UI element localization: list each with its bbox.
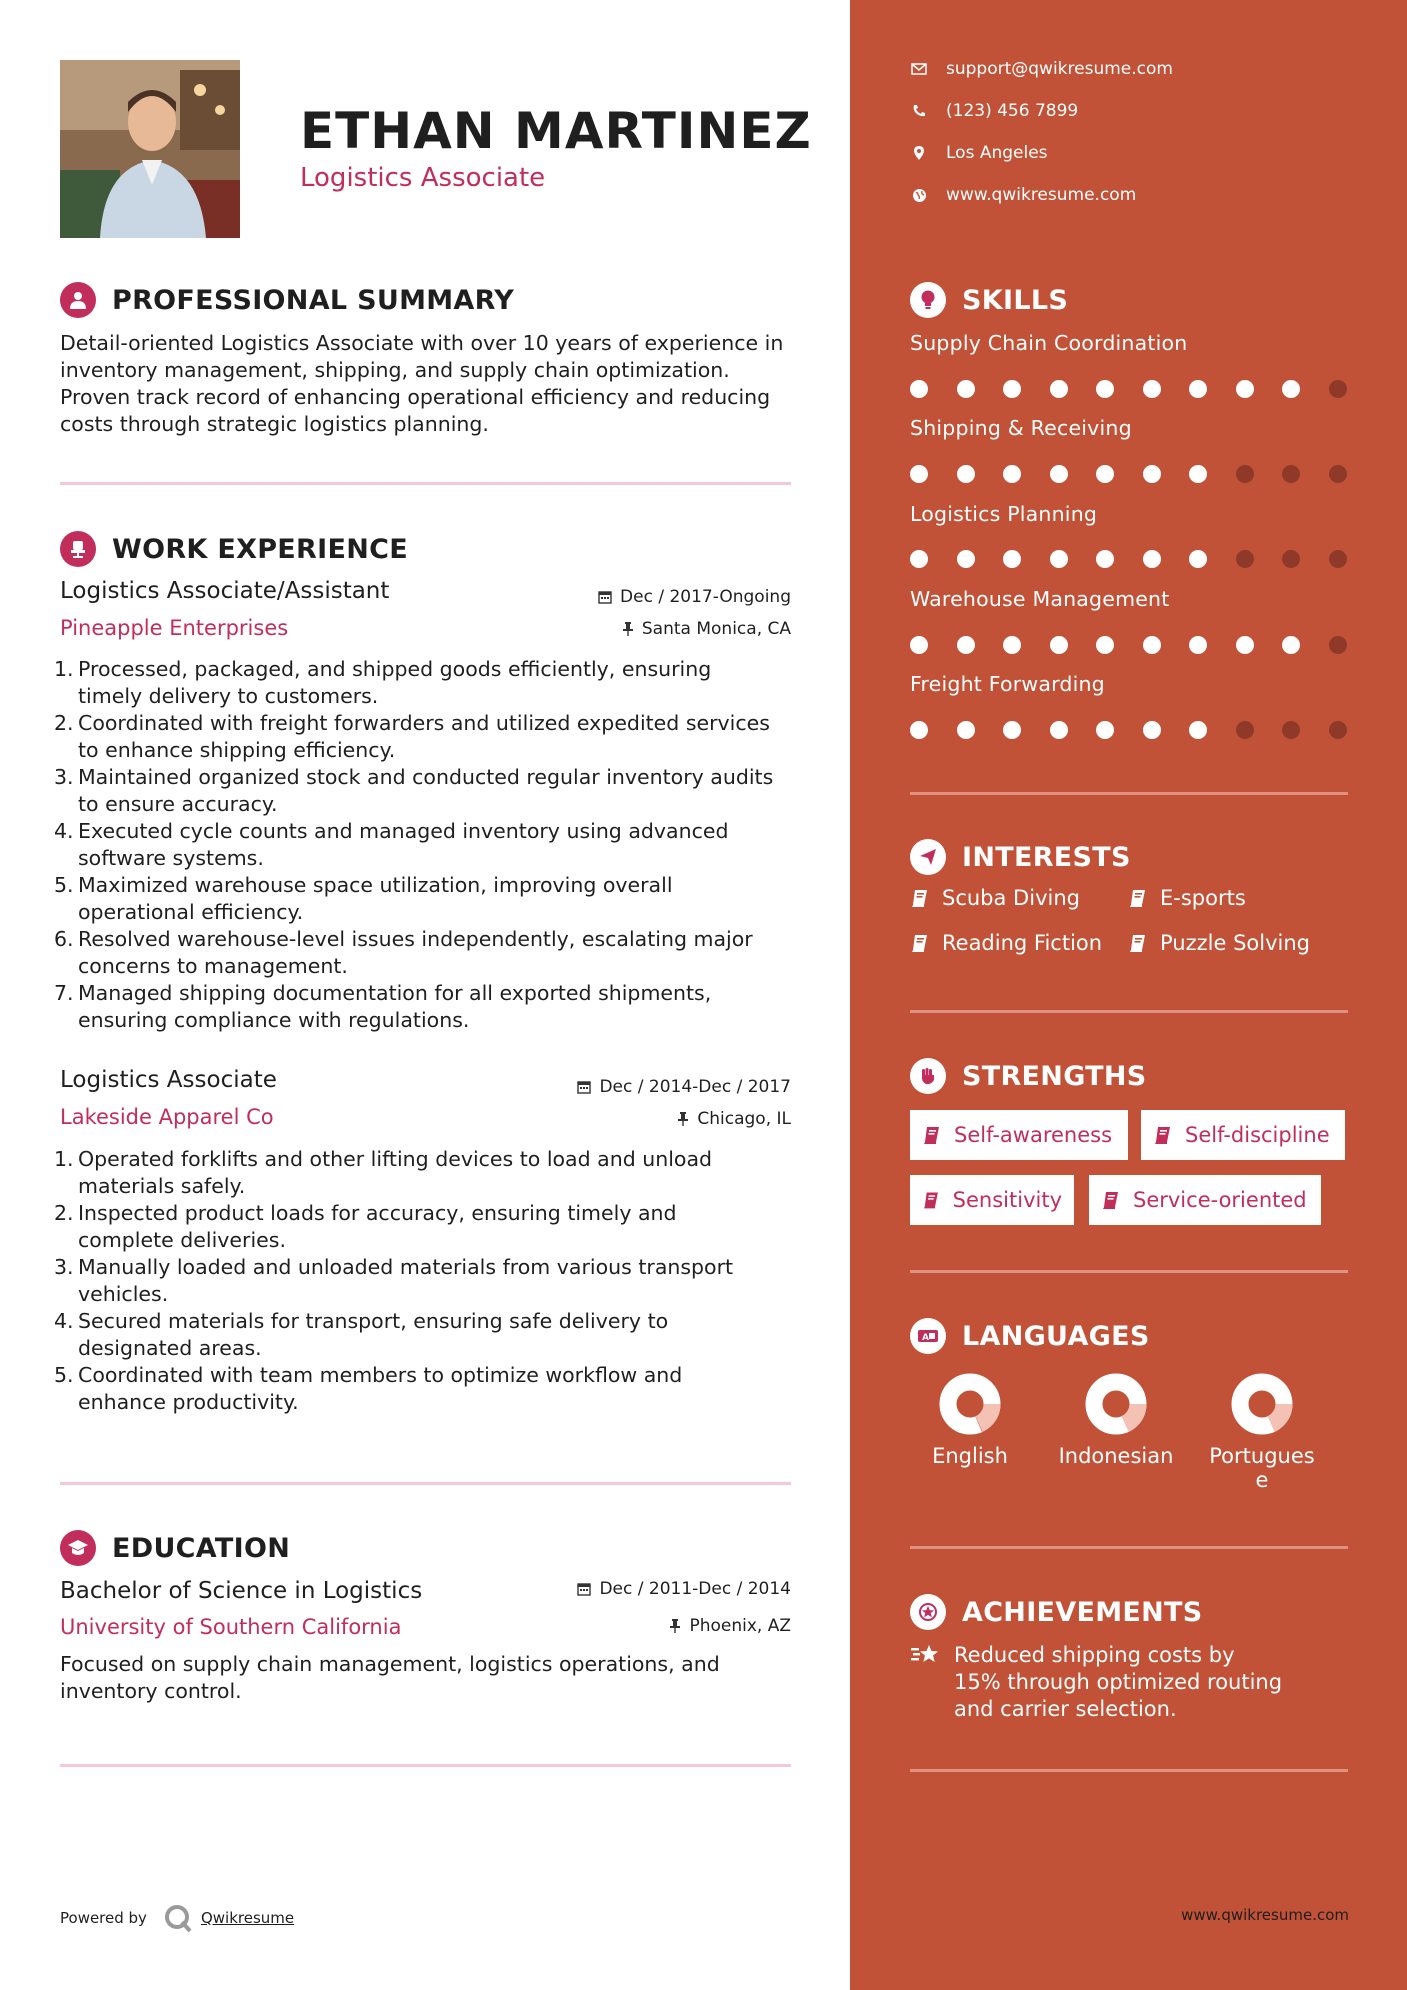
rating-dot-filled bbox=[957, 636, 975, 654]
phone-text: (123) 456 7899 bbox=[946, 101, 1079, 121]
job-location-text: Chicago, IL bbox=[697, 1109, 791, 1129]
pin-icon bbox=[677, 1112, 689, 1126]
rating-dot-empty bbox=[1282, 721, 1300, 739]
achievement-item: Reduced shipping costs by 15% through optimized routing and carrier selection. bbox=[910, 1642, 1284, 1723]
rating-dot-filled bbox=[957, 380, 975, 398]
strengths-title: STRENGTHS bbox=[962, 1060, 1147, 1092]
rating-dot-empty bbox=[1236, 550, 1254, 568]
map-marker-icon bbox=[910, 145, 928, 161]
strength-tag: Self-discipline bbox=[1141, 1110, 1345, 1160]
language-donut bbox=[938, 1372, 1002, 1436]
job-date bbox=[577, 1077, 791, 1097]
contact-email[interactable] bbox=[910, 59, 1173, 79]
website-text: www.qwikresume.com bbox=[946, 185, 1137, 205]
list-item: 4. Secured materials for transport, ensuring safe delivery to designated areas. bbox=[54, 1309, 669, 1360]
rating-dot-empty bbox=[1329, 550, 1347, 568]
pin-icon bbox=[622, 622, 634, 636]
rating-dot-filled bbox=[1189, 636, 1207, 654]
candidate-name: ETHAN MARTINEZ bbox=[300, 102, 812, 160]
rating-dot-filled bbox=[957, 465, 975, 483]
book-icon bbox=[1153, 1125, 1173, 1145]
profile-photo bbox=[60, 60, 240, 238]
calendar-icon bbox=[598, 590, 612, 604]
rating-dot-filled bbox=[1050, 721, 1068, 739]
language-donut bbox=[1084, 1372, 1148, 1436]
list-item: 3. Maintained organized stock and conducted regular inventory audits to ensure accuracy. bbox=[54, 765, 774, 816]
list-item: 4. Executed cycle counts and managed inventory using advanced software systems. bbox=[54, 819, 729, 870]
language-icon bbox=[910, 1318, 946, 1354]
skill-rating bbox=[910, 465, 1375, 483]
language-item: Indonesian bbox=[1051, 1372, 1181, 1468]
rating-dot-empty bbox=[1329, 465, 1347, 483]
svg-text:A: A bbox=[922, 1333, 930, 1343]
list-item: 6. Resolved warehouse-level issues independently, escalating major concerns to management. bbox=[54, 927, 753, 978]
rating-dot-filled bbox=[1236, 636, 1254, 654]
rating-dot-filled bbox=[1143, 636, 1161, 654]
job-date bbox=[598, 587, 791, 607]
skills-heading bbox=[910, 282, 1068, 318]
qwikresume-logo-icon bbox=[163, 1903, 193, 1933]
book-icon bbox=[922, 1125, 942, 1145]
education-location bbox=[669, 1616, 791, 1636]
interest-item: Scuba Diving bbox=[910, 886, 1080, 910]
rating-dot-empty bbox=[1282, 465, 1300, 483]
graduation-cap-icon bbox=[60, 1530, 96, 1566]
rating-dot-filled bbox=[1189, 550, 1207, 568]
strength-tag: Sensitivity bbox=[910, 1175, 1074, 1225]
job-location bbox=[622, 619, 791, 639]
email-text: support@qwikresume.com bbox=[946, 59, 1173, 79]
divider bbox=[910, 1769, 1348, 1772]
education-title: EDUCATION bbox=[112, 1532, 291, 1564]
candidate-role: Logistics Associate bbox=[300, 163, 546, 193]
rating-dot-filled bbox=[957, 550, 975, 568]
book-icon bbox=[1128, 888, 1148, 908]
interest-item: Reading Fiction bbox=[910, 931, 1102, 955]
list-item: 1. Operated forklifts and other lifting devices to load and unload materials safely. bbox=[54, 1147, 713, 1198]
skills-title: SKILLS bbox=[962, 284, 1069, 316]
job-bullets bbox=[54, 656, 794, 1034]
strength-tag: Service-oriented bbox=[1089, 1175, 1321, 1225]
skill-name: Freight Forwarding bbox=[910, 672, 1105, 696]
skill-rating bbox=[910, 636, 1375, 654]
list-item: 7. Managed shipping documentation for all exported shipments, ensuring compliance with regulations. bbox=[54, 981, 712, 1032]
rating-dot-filled bbox=[910, 550, 928, 568]
degree-title: Bachelor of Science in Logistics bbox=[60, 1578, 423, 1604]
interests-heading bbox=[910, 839, 1131, 875]
rating-dot-empty bbox=[1329, 636, 1347, 654]
job-company: Pineapple Enterprises bbox=[60, 616, 289, 640]
qwikresume-link[interactable]: Qwikresume bbox=[200, 1909, 295, 1927]
paper-plane-icon bbox=[910, 839, 946, 875]
divider bbox=[910, 1546, 1348, 1549]
powered-by-label: Powered by bbox=[60, 1909, 147, 1927]
book-icon bbox=[910, 888, 930, 908]
experience-heading bbox=[60, 531, 408, 567]
rating-dot-filled bbox=[1096, 636, 1114, 654]
chair-icon bbox=[60, 531, 96, 567]
language-donut bbox=[1230, 1372, 1294, 1436]
calendar-icon bbox=[577, 1582, 591, 1596]
achievements-heading bbox=[910, 1594, 1203, 1630]
list-item: 3. Manually loaded and unloaded materials from various transport vehicles. bbox=[54, 1255, 734, 1306]
skill-name: Supply Chain Coordination bbox=[910, 331, 1188, 355]
strengths-heading bbox=[910, 1058, 1147, 1094]
divider bbox=[910, 1270, 1348, 1273]
rating-dot-filled bbox=[1003, 465, 1021, 483]
summary-title: PROFESSIONAL SUMMARY bbox=[112, 284, 515, 316]
rating-dot-filled bbox=[1143, 465, 1161, 483]
envelope-icon bbox=[910, 63, 928, 75]
rating-dot-filled bbox=[1096, 550, 1114, 568]
powered-by bbox=[60, 1903, 294, 1933]
interest-item: E-sports bbox=[1128, 886, 1246, 910]
phone-icon bbox=[910, 104, 928, 118]
skill-rating bbox=[910, 380, 1375, 398]
rating-dot-filled bbox=[1189, 721, 1207, 739]
skill-name: Logistics Planning bbox=[910, 502, 1098, 526]
contact-website[interactable] bbox=[910, 185, 1136, 205]
school-name: University of Southern California bbox=[60, 1615, 402, 1639]
interest-item: Puzzle Solving bbox=[1128, 931, 1310, 955]
book-icon bbox=[910, 933, 930, 953]
rating-dot-filled bbox=[1003, 380, 1021, 398]
divider bbox=[910, 1010, 1348, 1013]
contact-location bbox=[910, 143, 1048, 163]
rating-dot-filled bbox=[1003, 721, 1021, 739]
job-title: Logistics Associate/Assistant bbox=[60, 578, 390, 604]
calendar-icon bbox=[577, 1080, 591, 1094]
experience-title: WORK EXPERIENCE bbox=[112, 533, 408, 565]
rating-dot-empty bbox=[1329, 721, 1347, 739]
rating-dot-filled bbox=[1282, 636, 1300, 654]
contact-phone[interactable] bbox=[910, 101, 1078, 121]
rating-dot-filled bbox=[910, 465, 928, 483]
education-date bbox=[577, 1579, 791, 1599]
rating-dot-empty bbox=[1236, 465, 1254, 483]
list-item: 5. Maximized warehouse space utilization, improving overall operational efficiency. bbox=[54, 873, 673, 924]
divider bbox=[60, 482, 791, 485]
education-date-text: Dec / 2011-Dec / 2014 bbox=[599, 1579, 791, 1599]
trophy-star-icon bbox=[910, 1642, 940, 1666]
fist-icon bbox=[910, 1058, 946, 1094]
languages-heading bbox=[910, 1318, 1150, 1354]
rating-dot-filled bbox=[1096, 465, 1114, 483]
rating-dot-filled bbox=[1050, 636, 1068, 654]
job-date-text: Dec / 2017-Ongoing bbox=[620, 587, 791, 607]
book-icon bbox=[1101, 1190, 1121, 1210]
lightbulb-icon bbox=[910, 282, 946, 318]
rating-dot-filled bbox=[1050, 380, 1068, 398]
skill-rating bbox=[910, 550, 1375, 568]
divider bbox=[910, 792, 1348, 795]
globe-icon bbox=[910, 188, 928, 203]
rating-dot-filled bbox=[1050, 465, 1068, 483]
skill-name: Warehouse Management bbox=[910, 587, 1170, 611]
rating-dot-filled bbox=[1236, 380, 1254, 398]
rating-dot-empty bbox=[1329, 380, 1347, 398]
rating-dot-filled bbox=[957, 721, 975, 739]
rating-dot-filled bbox=[1143, 380, 1161, 398]
rating-dot-filled bbox=[1189, 465, 1207, 483]
achievements-title: ACHIEVEMENTS bbox=[962, 1596, 1203, 1628]
job-date-text: Dec / 2014-Dec / 2017 bbox=[599, 1077, 791, 1097]
education-heading bbox=[60, 1530, 290, 1566]
book-icon bbox=[1128, 933, 1148, 953]
star-badge-icon bbox=[910, 1594, 946, 1630]
rating-dot-filled bbox=[910, 721, 928, 739]
divider bbox=[60, 1764, 791, 1767]
job-location bbox=[677, 1109, 791, 1129]
rating-dot-filled bbox=[1143, 721, 1161, 739]
language-item: English bbox=[905, 1372, 1035, 1468]
rating-dot-empty bbox=[1282, 550, 1300, 568]
divider bbox=[60, 1482, 791, 1485]
languages-title: LANGUAGES bbox=[962, 1320, 1150, 1352]
pin-icon bbox=[669, 1619, 681, 1633]
strength-tag: Self-awareness bbox=[910, 1110, 1128, 1160]
list-item: 1. Processed, packaged, and shipped goods efficiently, ensuring timely delivery to customers. bbox=[54, 657, 712, 708]
location-text: Los Angeles bbox=[946, 143, 1048, 163]
list-item: 5. Coordinated with team members to optimize workflow and enhance productivity. bbox=[54, 1363, 683, 1414]
rating-dot-empty bbox=[1236, 721, 1254, 739]
rating-dot-filled bbox=[1096, 721, 1114, 739]
rating-dot-filled bbox=[1143, 550, 1161, 568]
user-icon bbox=[60, 282, 96, 318]
job-company: Lakeside Apparel Co bbox=[60, 1105, 274, 1129]
skill-name: Shipping & Receiving bbox=[910, 416, 1132, 440]
language-item: Portugues e bbox=[1197, 1372, 1327, 1492]
summary-heading bbox=[60, 282, 514, 318]
education-description: Focused on supply chain management, logistics operations, and inventory control. bbox=[60, 1652, 720, 1703]
list-item: 2. Inspected product loads for accuracy, ensuring timely and complete deliveries. bbox=[54, 1201, 677, 1252]
footer-website[interactable]: www.qwikresume.com bbox=[1181, 1906, 1349, 1924]
interests-title: INTERESTS bbox=[962, 841, 1131, 873]
skill-rating bbox=[910, 721, 1375, 739]
rating-dot-filled bbox=[910, 636, 928, 654]
rating-dot-filled bbox=[1003, 636, 1021, 654]
rating-dot-filled bbox=[1282, 380, 1300, 398]
rating-dot-filled bbox=[910, 380, 928, 398]
summary-text: Detail-oriented Logistics Associate with over 10 years of experience in inventory management, shipping, and supply chain optimization. Proven track record of enhancing operational efficiency and reducing costs through strategic logistics planning. bbox=[60, 331, 784, 436]
job-location-text: Santa Monica, CA bbox=[641, 619, 791, 639]
job-title: Logistics Associate bbox=[60, 1067, 277, 1093]
rating-dot-filled bbox=[1050, 550, 1068, 568]
book-icon bbox=[922, 1190, 941, 1210]
job-bullets bbox=[54, 1146, 794, 1416]
rating-dot-filled bbox=[1189, 380, 1207, 398]
rating-dot-filled bbox=[1003, 550, 1021, 568]
list-item: 2. Coordinated with freight forwarders and utilized expedited services to enhance shipping efficiency. bbox=[54, 711, 770, 762]
rating-dot-filled bbox=[1096, 380, 1114, 398]
education-location-text: Phoenix, AZ bbox=[689, 1616, 791, 1636]
